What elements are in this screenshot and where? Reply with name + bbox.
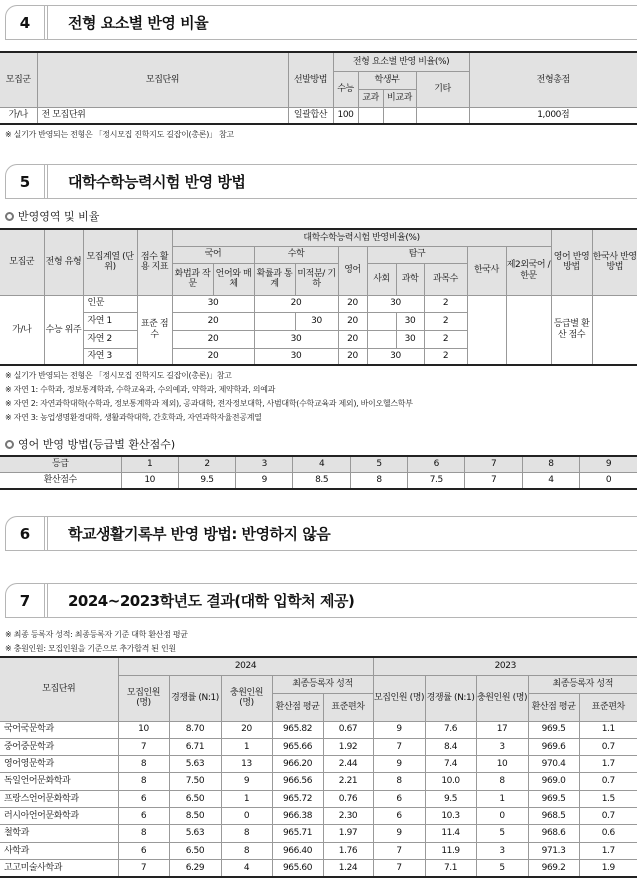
cell: 전 모집단위 <box>37 107 288 124</box>
cell: 20 <box>338 348 367 365</box>
cell: 20 <box>338 312 367 330</box>
cell: 8.70 <box>169 721 221 738</box>
cell: 자연 3 <box>83 348 137 365</box>
section-number: 4 <box>19 13 31 32</box>
cell: 7.50 <box>169 773 221 790</box>
cell: 8 <box>118 773 169 790</box>
table-row <box>0 825 637 842</box>
col-header: 모집단위 <box>0 657 118 721</box>
grade-header: 5 <box>350 456 407 472</box>
section-number: 5 <box>19 172 31 191</box>
circle-bullet-icon <box>5 212 14 221</box>
col-header: 비교과 <box>383 89 416 107</box>
cell: 970.4 <box>528 756 579 773</box>
col-header: 충원인원 (명) <box>221 675 272 721</box>
cell: 사학과 <box>0 842 118 859</box>
col-header: 환산점 평균 <box>272 693 323 721</box>
cell: 2 <box>424 295 467 312</box>
grade-header: 9 <box>580 456 637 472</box>
cell: 0.7 <box>579 807 637 824</box>
circle-bullet-icon <box>5 440 14 449</box>
cell: 965.66 <box>272 738 323 755</box>
col-header: 경쟁률 (N:1) <box>169 675 221 721</box>
section-header-5 <box>5 164 637 199</box>
cell: 0.7 <box>579 773 637 790</box>
section-number: 6 <box>19 524 31 543</box>
cell <box>367 330 396 348</box>
divider <box>44 584 48 617</box>
col-header: 영어 반영 방법 <box>551 229 592 295</box>
cell: 6 <box>373 807 425 824</box>
grade-header: 2 <box>178 456 235 472</box>
cell: 0 <box>221 807 272 824</box>
cell: 969.5 <box>528 721 579 738</box>
cell: 7.4 <box>425 756 476 773</box>
cell: 10.0 <box>425 773 476 790</box>
cell: 등급별 환산 점수 <box>551 295 592 365</box>
subheading <box>5 436 175 452</box>
grade-score: 10 <box>121 472 178 489</box>
cell: 중어중문학과 <box>0 738 118 755</box>
cell: 5 <box>476 859 528 876</box>
table-row <box>0 738 637 755</box>
cell: 30 <box>367 348 424 365</box>
cell <box>383 107 416 124</box>
cell: 968.6 <box>528 825 579 842</box>
grade-header: 8 <box>522 456 579 472</box>
cell: 968.5 <box>528 807 579 824</box>
cell: 6.50 <box>169 790 221 807</box>
col-header: 미적분/ 기하 <box>295 263 338 295</box>
cell <box>254 312 295 330</box>
cell: 2.21 <box>323 773 373 790</box>
cell: 1 <box>476 790 528 807</box>
cell: 자연 2 <box>83 330 137 348</box>
grade-header: 6 <box>408 456 465 472</box>
cell: 7.1 <box>425 859 476 876</box>
cell: 965.60 <box>272 859 323 876</box>
subheading-text: 반영영역 및 비율 <box>18 210 100 223</box>
cell: 965.71 <box>272 825 323 842</box>
col-header: 표준편차 <box>579 693 637 721</box>
grade-header: 3 <box>236 456 293 472</box>
cell: 1.24 <box>323 859 373 876</box>
cell: 10.3 <box>425 807 476 824</box>
table-row <box>0 842 637 859</box>
cell: 자연 1 <box>83 312 137 330</box>
col-header: 전형 요소별 반영 비율(%) <box>333 52 469 71</box>
cell: 20 <box>172 348 254 365</box>
cell <box>416 107 469 124</box>
col-header: 한국사 <box>467 246 506 295</box>
col-header: 선발방법 <box>288 52 333 107</box>
cell: 7 <box>373 859 425 876</box>
grade-score: 9.5 <box>178 472 235 489</box>
cell: 0.76 <box>323 790 373 807</box>
grade-score: 8 <box>350 472 407 489</box>
cell: 3 <box>476 842 528 859</box>
col-header: 충원인원 (명) <box>476 675 528 721</box>
section-header-7 <box>5 583 637 618</box>
grade-score: 0 <box>580 472 637 489</box>
cell: 30 <box>254 348 338 365</box>
cell: 10 <box>118 721 169 738</box>
col-header: 수학 <box>254 246 338 263</box>
cell: 1.5 <box>579 790 637 807</box>
cell: 9.5 <box>425 790 476 807</box>
cell: 1 <box>221 790 272 807</box>
cell: 7.6 <box>425 721 476 738</box>
cell: 100 <box>333 107 358 124</box>
section-number: 7 <box>19 591 31 610</box>
col-header: 점수 활용 지표 <box>137 229 172 295</box>
col-header: 모집단위 <box>37 52 288 107</box>
subheading <box>5 208 99 224</box>
cell: 8.4 <box>425 738 476 755</box>
col-header: 전형 유형 <box>44 229 83 295</box>
grade-score: 7 <box>465 472 522 489</box>
grade-header: 7 <box>465 456 522 472</box>
col-header: 전형총점 <box>469 52 637 107</box>
cell: 8 <box>118 825 169 842</box>
cell <box>467 295 506 365</box>
cell: 30 <box>254 330 338 348</box>
col-header: 탐구 <box>367 246 467 263</box>
col-header: 화법과 작문 <box>172 263 213 295</box>
cell: 30 <box>295 312 338 330</box>
cell: 1.97 <box>323 825 373 842</box>
cell: 0 <box>476 807 528 824</box>
col-header: 기타 <box>416 71 469 107</box>
section-header-6 <box>5 516 637 551</box>
cell: 965.72 <box>272 790 323 807</box>
cell: 20 <box>338 330 367 348</box>
col-header: 모집군 <box>0 52 37 107</box>
grade-header: 1 <box>121 456 178 472</box>
cell: 8 <box>118 756 169 773</box>
cell: 965.82 <box>272 721 323 738</box>
cell: 2 <box>424 348 467 365</box>
col-header: 수능 <box>333 71 358 107</box>
suneung-ratio-table <box>0 228 637 366</box>
table-row <box>0 807 637 824</box>
divider <box>44 165 48 198</box>
cell: 8 <box>476 773 528 790</box>
col-header: 환산점 평균 <box>528 693 579 721</box>
cell: 30 <box>396 330 424 348</box>
cell: 969.2 <box>528 859 579 876</box>
table-row <box>0 295 637 312</box>
cell: 고고미술사학과 <box>0 859 118 876</box>
section-title: 2024~2023학년도 결과(대학 입학처 제공) <box>68 592 355 610</box>
cell: 1.7 <box>579 842 637 859</box>
cell: 30 <box>367 295 424 312</box>
table-row <box>0 107 637 124</box>
cell: 9 <box>373 756 425 773</box>
cell: 9 <box>373 721 425 738</box>
table-row <box>0 721 637 738</box>
table-row <box>0 859 637 876</box>
cell: 인문 <box>83 295 137 312</box>
cell: 3 <box>476 738 528 755</box>
cell: 프랑스언어문화학과 <box>0 790 118 807</box>
col-header: 학생부 <box>358 71 416 89</box>
cell: 6 <box>118 842 169 859</box>
cell: 0.7 <box>579 738 637 755</box>
cell <box>367 312 396 330</box>
grade-header: 4 <box>293 456 350 472</box>
col-header: 국어 <box>172 246 254 263</box>
table-row <box>0 790 637 807</box>
cell: 가/나 <box>0 295 44 365</box>
col-header: 모집계열 (단위) <box>83 229 137 295</box>
cell: 2.44 <box>323 756 373 773</box>
cell: 9 <box>373 825 425 842</box>
col-header: 교과 <box>358 89 383 107</box>
cell: 9 <box>221 773 272 790</box>
cell: 966.40 <box>272 842 323 859</box>
cell: 30 <box>396 312 424 330</box>
cell: 국어국문학과 <box>0 721 118 738</box>
col-header: 경쟁률 (N:1) <box>425 675 476 721</box>
col-header: 최종등록자 성적 <box>528 675 637 693</box>
col-header: 제2외국어 /한문 <box>506 246 551 295</box>
col-header: 한국사 반영 방법 <box>592 229 637 295</box>
note: ※ 충원인원: 모집인원을 기준으로 추가합격 된 인원 <box>5 644 176 653</box>
cell: 5.63 <box>169 825 221 842</box>
section-title: 대학수학능력시험 반영 방법 <box>68 173 246 191</box>
admission-results-table <box>0 656 637 878</box>
cell: 20 <box>172 312 254 330</box>
cell: 11.4 <box>425 825 476 842</box>
col-header: 사회 <box>367 263 396 295</box>
cell: 20 <box>221 721 272 738</box>
cell: 1,000점 <box>469 107 637 124</box>
cell: 0.67 <box>323 721 373 738</box>
col-header: 영어 <box>338 246 367 295</box>
table-row <box>0 756 637 773</box>
cell: 표준 점수 <box>137 295 172 365</box>
cell: 969.0 <box>528 773 579 790</box>
col-header: 모집인원 (명) <box>118 675 169 721</box>
cell: 6.71 <box>169 738 221 755</box>
col-header: 등급 <box>0 456 121 472</box>
cell: 4 <box>221 859 272 876</box>
cell: 6.50 <box>169 842 221 859</box>
section-header-4 <box>5 5 637 40</box>
divider <box>44 6 48 39</box>
cell: 수능 위주 <box>44 295 83 365</box>
col-header: 2023 <box>373 657 637 675</box>
cell: 969.6 <box>528 738 579 755</box>
english-grade-table <box>0 455 637 490</box>
cell: 8.50 <box>169 807 221 824</box>
cell: 20 <box>254 295 338 312</box>
cell: 7 <box>373 738 425 755</box>
table-row <box>0 773 637 790</box>
cell: 30 <box>172 295 254 312</box>
grade-score: 8.5 <box>293 472 350 489</box>
cell: 8 <box>221 842 272 859</box>
col-header: 모집군 <box>0 229 44 295</box>
cell: 7 <box>118 738 169 755</box>
cell: 러시아언어문화학과 <box>0 807 118 824</box>
cell: 2 <box>424 330 467 348</box>
cell: 6 <box>373 790 425 807</box>
note: ※ 실기가 반영되는 전형은 「정시모집 진학지도 길잡이(총론)」 참고 <box>5 130 234 139</box>
cell: 1 <box>221 738 272 755</box>
cell: 966.56 <box>272 773 323 790</box>
cell <box>592 295 637 365</box>
cell: 20 <box>172 330 254 348</box>
cell: 1.9 <box>579 859 637 876</box>
cell: 0.6 <box>579 825 637 842</box>
cell: 10 <box>476 756 528 773</box>
cell: 5.63 <box>169 756 221 773</box>
divider <box>44 517 48 550</box>
cell: 8 <box>221 825 272 842</box>
cell: 6.29 <box>169 859 221 876</box>
subheading-text: 영어 반영 방법(등급별 환산점수) <box>18 438 176 451</box>
col-header: 2024 <box>118 657 373 675</box>
cell: 7 <box>118 859 169 876</box>
col-header: 표준편차 <box>323 693 373 721</box>
cell: 969.5 <box>528 790 579 807</box>
section-title: 전형 요소별 반영 비율 <box>68 14 209 32</box>
col-header: 최종등록자 성적 <box>272 675 373 693</box>
cell: 8 <box>373 773 425 790</box>
cell: 7 <box>373 842 425 859</box>
cell: 영어영문학과 <box>0 756 118 773</box>
section-title: 학교생활기록부 반영 방법: 반영하지 않음 <box>68 525 331 543</box>
cell: 2.30 <box>323 807 373 824</box>
cell: 20 <box>338 295 367 312</box>
cell: 독일언어문화학과 <box>0 773 118 790</box>
cell: 6 <box>118 807 169 824</box>
note: ※ 자연 2: 자연과학대학(수학과, 정보통계학과 제외), 공과대학, 전자정보대학, 사범대학(수학교육과 제외), 바이오헬스학부 <box>5 399 413 408</box>
cell: 철학과 <box>0 825 118 842</box>
grade-score: 7.5 <box>408 472 465 489</box>
col-header: 과목수 <box>424 263 467 295</box>
cell: 가/나 <box>0 107 37 124</box>
cell: 일괄합산 <box>288 107 333 124</box>
col-header: 모집인원 (명) <box>373 675 425 721</box>
cell <box>506 295 551 365</box>
cell: 17 <box>476 721 528 738</box>
cell: 2 <box>424 312 467 330</box>
cell: 6 <box>118 790 169 807</box>
note: ※ 자연 3: 농업생명환경대학, 생활과학대학, 간호학과, 자연과학자율전공계열 <box>5 413 262 422</box>
grade-score: 4 <box>522 472 579 489</box>
col-header: 언어와 매체 <box>213 263 254 295</box>
cell: 1.7 <box>579 756 637 773</box>
cell: 966.38 <box>272 807 323 824</box>
note: ※ 최종 등록자 성적: 최종등록자 기준 대학 환산점 평균 <box>5 630 188 639</box>
col-header: 과학 <box>396 263 424 295</box>
grade-score: 9 <box>236 472 293 489</box>
note: ※ 자연 1: 수학과, 정보통계학과, 수학교육과, 수의예과, 약학과, 제약학과, 의예과 <box>5 385 276 394</box>
cell: 966.20 <box>272 756 323 773</box>
row-header: 환산점수 <box>0 472 121 489</box>
selection-ratio-table <box>0 51 637 125</box>
cell: 5 <box>476 825 528 842</box>
cell: 971.3 <box>528 842 579 859</box>
cell: 11.9 <box>425 842 476 859</box>
cell: 1.92 <box>323 738 373 755</box>
col-header: 대학수학능력시험 반영비율(%) <box>172 229 551 246</box>
cell: 1.76 <box>323 842 373 859</box>
cell: 13 <box>221 756 272 773</box>
cell <box>358 107 383 124</box>
cell: 1.1 <box>579 721 637 738</box>
col-header: 확률과 통계 <box>254 263 295 295</box>
note: ※ 실기가 반영되는 전형은 「정시모집 진학지도 길잡이(총론)」참고 <box>5 371 232 380</box>
